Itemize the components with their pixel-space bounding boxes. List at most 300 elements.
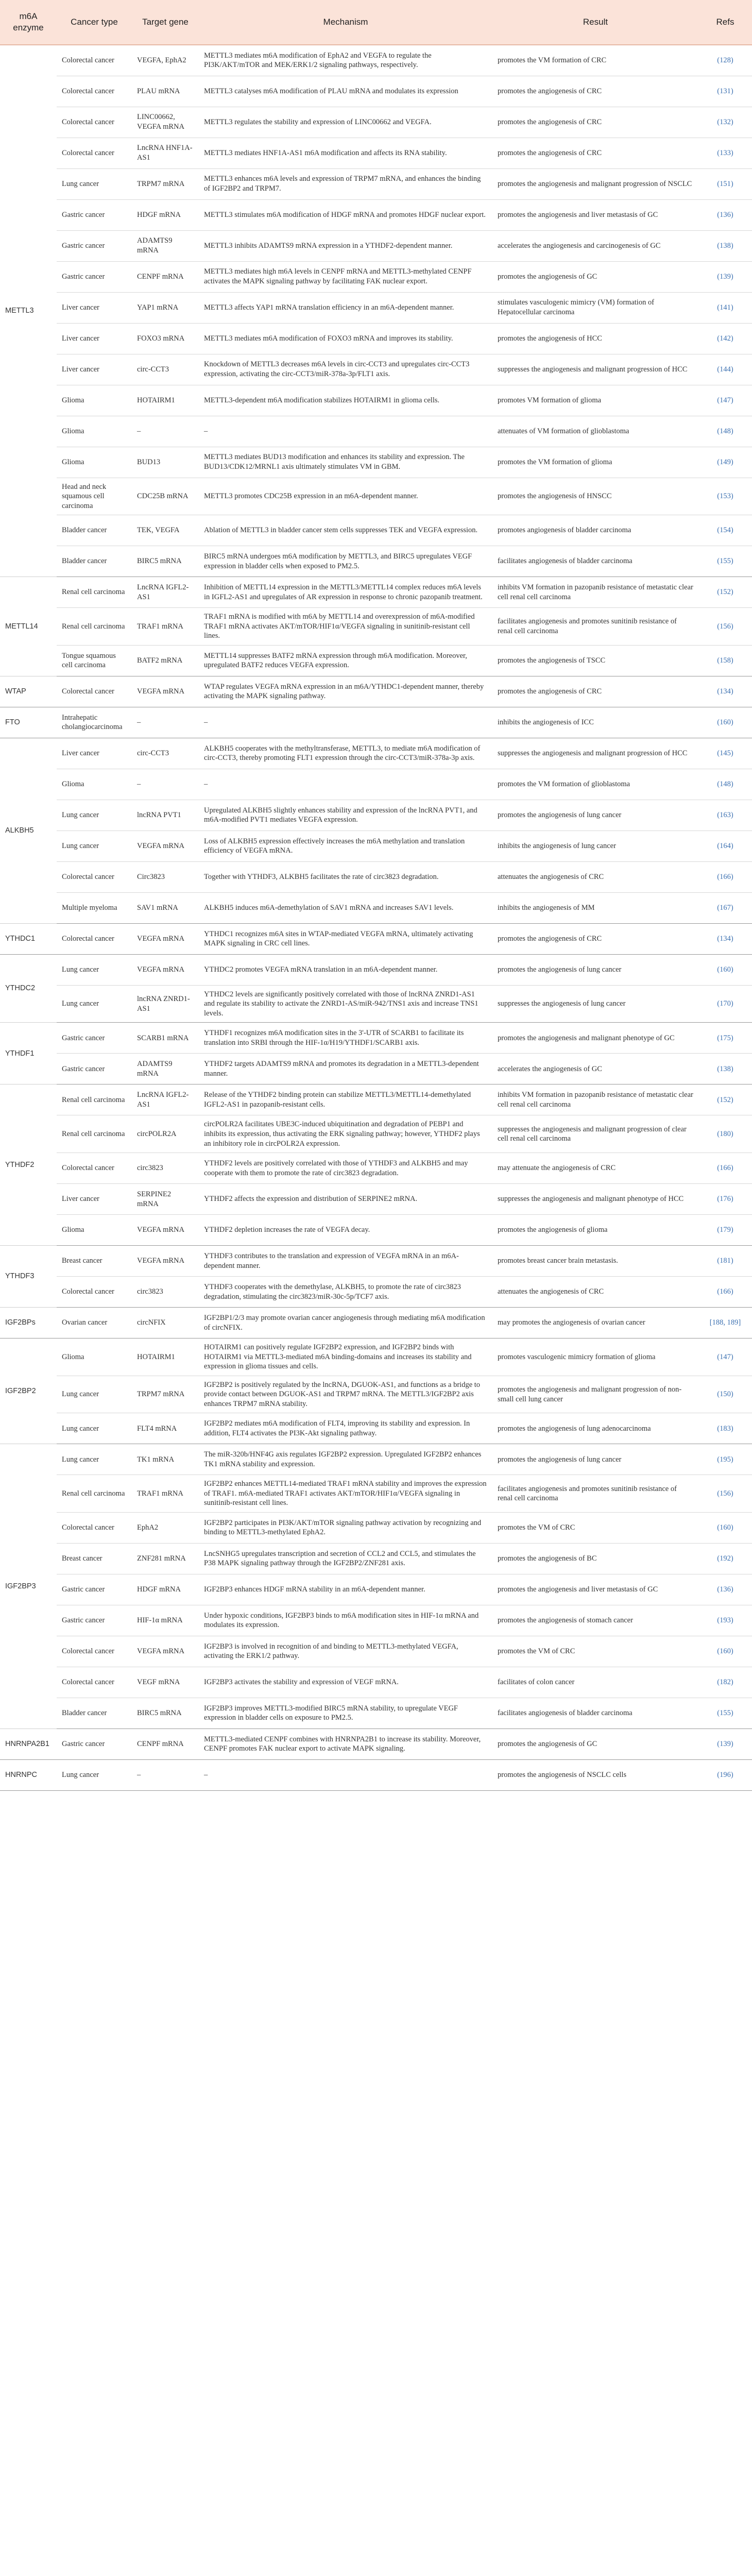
ref-link[interactable]: (147) [717, 1352, 733, 1361]
table-header [0, 0, 752, 45]
result-cell: promotes VM formation of glioma [492, 385, 698, 416]
result-cell: promotes the angiogenesis of lung cancer [492, 800, 698, 831]
table-row [0, 1444, 752, 1475]
result-cell: promotes the VM formation of glioblastoma [492, 769, 698, 800]
ref-link[interactable]: (145) [717, 749, 733, 757]
mechanism-cell: IGF2BP3 enhances HDGF mRNA stability in an m6A-dependent manner. [199, 1574, 492, 1605]
target-gene-cell: VEGF mRNA [132, 1667, 199, 1698]
ref-cell [698, 892, 752, 923]
cancer-type-cell: Gastric cancer [57, 1574, 132, 1605]
cancer-type-cell: Head and neck squamous cell carcinoma [57, 478, 132, 515]
mechanism-cell: METTL3 mediates high m6A levels in CENPF mRNA and METTL3-methylated CENPF activates the MAPK signaling pathway by facilitating FAK nuclear export. [199, 261, 492, 292]
ref-cell [698, 831, 752, 861]
mechanism-cell: circPOLR2A facilitates UBE3C-induced ubiquitination and degradation of PEBP1 and inhibits its expression, thus activating the ERK signaling pathway; however, YTHDF2 plays an inhibitory role in circPOLR2A expression. [199, 1115, 492, 1153]
ref-link[interactable]: (180) [717, 1129, 733, 1138]
cancer-type-cell: Lung cancer [57, 1376, 132, 1413]
ref-link[interactable]: (150) [717, 1390, 733, 1399]
ref-link[interactable]: (155) [717, 557, 733, 566]
cancer-type-cell: Glioma [57, 447, 132, 478]
ref-cell [698, 1338, 752, 1376]
result-cell: stimulates vasculogenic mimicry (VM) formation of Hepatocellular carcinoma [492, 292, 698, 323]
mechanism-cell: LncSNHG5 upregulates transcription and secretion of CCL2 and CCL5, and stimulates the P38 MAPK signaling pathway through the IGF2BP2/ZNF281 axis. [199, 1543, 492, 1574]
target-gene-cell: ADAMTS9 mRNA [132, 1054, 199, 1084]
header-refs: Refs [698, 0, 752, 45]
result-cell: promotes the angiogenesis and liver metastasis of GC [492, 1574, 698, 1605]
cancer-type-cell: Lung cancer [57, 954, 132, 985]
table-row [0, 1246, 752, 1277]
ref-link[interactable]: (138) [717, 1064, 733, 1073]
ref-cell [698, 45, 752, 76]
ref-link[interactable]: (136) [717, 210, 733, 219]
target-gene-cell: CENPF mRNA [132, 261, 199, 292]
target-gene-cell: VEGFA mRNA [132, 954, 199, 985]
header-mechanism: Mechanism [199, 0, 492, 45]
result-cell: promotes the angiogenesis and malignant phenotype of GC [492, 1023, 698, 1054]
cancer-type-cell: Multiple myeloma [57, 892, 132, 923]
ref-link[interactable]: (131) [717, 87, 733, 95]
cancer-type-cell: Gastric cancer [57, 199, 132, 230]
enzyme-cell: YTHDC1 [0, 923, 57, 954]
ref-link[interactable]: (152) [717, 588, 733, 597]
table-row [0, 1215, 752, 1246]
ref-cell [698, 1376, 752, 1413]
mechanism-cell: YTHDF2 affects the expression and distribution of SERPINE2 mRNA. [199, 1184, 492, 1215]
result-cell: promotes the angiogenesis of GC [492, 1728, 698, 1759]
result-cell: promotes angiogenesis of bladder carcinoma [492, 515, 698, 546]
table-row [0, 800, 752, 831]
table-row [0, 107, 752, 138]
table-row [0, 985, 752, 1023]
cancer-type-cell: Colorectal cancer [57, 1667, 132, 1698]
ref-link[interactable]: (166) [717, 1164, 733, 1173]
table-row [0, 1636, 752, 1667]
ref-link[interactable]: (128) [717, 56, 733, 64]
cancer-type-cell: Renal cell carcinoma [57, 1084, 132, 1115]
target-gene-cell: circ-CCT3 [132, 738, 199, 769]
target-gene-cell: BUD13 [132, 447, 199, 478]
ref-cell [698, 1023, 752, 1054]
table-row [0, 1153, 752, 1184]
result-cell: inhibits VM formation in pazopanib resistance of metastatic clear cell renal cell carcinoma [492, 577, 698, 608]
ref-link[interactable]: (139) [717, 1740, 733, 1749]
result-cell: promotes the angiogenesis of NSCLC cells [492, 1759, 698, 1790]
ref-cell [698, 138, 752, 168]
enzyme-cell: YTHDF3 [0, 1246, 57, 1308]
ref-cell [698, 1475, 752, 1513]
ref-link[interactable]: (147) [717, 396, 733, 404]
table-row [0, 230, 752, 261]
ref-link[interactable]: (193) [717, 1616, 733, 1625]
cancer-type-cell: Lung cancer [57, 985, 132, 1023]
ref-link[interactable]: (196) [717, 1771, 733, 1780]
mechanism-cell: BIRC5 mRNA undergoes m6A modification by METTL3, and BIRC5 upregulates VEGF expression in bladder cells when exposed to PM2.5. [199, 546, 492, 577]
result-cell: attenuates of VM formation of glioblastoma [492, 416, 698, 447]
ref-link[interactable]: (141) [717, 303, 733, 312]
result-cell: promotes the angiogenesis and liver metastasis of GC [492, 199, 698, 230]
ref-link[interactable]: (144) [717, 365, 733, 374]
result-cell: promotes the angiogenesis of CRC [492, 923, 698, 954]
result-cell: promotes the angiogenesis of glioma [492, 1215, 698, 1246]
target-gene-cell: TRAF1 mRNA [132, 608, 199, 646]
mechanism-cell: IGF2BP2 enhances METTL14-mediated TRAF1 mRNA stability and improves the expression of TRAF1. m6A-mediated TRAF1 activates AKT/mTOR/HIF1α/VEGFA signaling in sunitinib-resistant cell lines. [199, 1475, 492, 1513]
enzyme-cell: YTHDF1 [0, 1023, 57, 1084]
mechanism-cell: METTL3 inhibits ADAMTS9 mRNA expression in a YTHDF2-dependent manner. [199, 230, 492, 261]
result-cell: accelerates the angiogenesis of GC [492, 1054, 698, 1084]
ref-link[interactable]: (134) [717, 935, 733, 943]
mechanism-cell: – [199, 707, 492, 738]
table-row [0, 385, 752, 416]
ref-link[interactable]: (166) [717, 873, 733, 881]
target-gene-cell: VEGFA mRNA [132, 1215, 199, 1246]
ref-link[interactable]: (160) [717, 1523, 733, 1532]
table-row [0, 1698, 752, 1728]
mechanism-cell: Ablation of METTL3 in bladder cancer stem cells suppresses TEK and VEGFA expression. [199, 515, 492, 546]
cancer-type-cell: Gastric cancer [57, 1728, 132, 1759]
mechanism-cell: Upregulated ALKBH5 slightly enhances stability and expression of the lncRNA PVT1, and m6A-modified PVT1 mediates VEGFA expression. [199, 800, 492, 831]
enzyme-cell: FTO [0, 707, 57, 738]
mechanism-cell: IGF2BP2 mediates m6A modification of FLT4, improving its stability and expression. In addition, FLT4 activates the PI3K-Akt signaling pathway. [199, 1413, 492, 1444]
enzyme-cell: YTHDC2 [0, 954, 57, 1023]
target-gene-cell: CDC25B mRNA [132, 478, 199, 515]
result-cell: promotes the VM formation of CRC [492, 45, 698, 76]
ref-cell [698, 769, 752, 800]
ref-link[interactable]: (181) [717, 1257, 733, 1265]
mechanism-cell: METTL3 mediates m6A modification of EphA2 and VEGFA to regulate the PI3K/AKT/mTOR and MEK/ERK1/2 signaling pathways, respectively. [199, 45, 492, 76]
ref-cell [698, 985, 752, 1023]
ref-link[interactable]: (154) [717, 526, 733, 535]
cancer-type-cell: Colorectal cancer [57, 1277, 132, 1308]
ref-link[interactable]: (182) [717, 1678, 733, 1687]
ref-cell [698, 1444, 752, 1475]
result-cell: promotes the VM formation of glioma [492, 447, 698, 478]
ref-cell [698, 954, 752, 985]
header-enzyme: m6A enzyme [0, 0, 57, 45]
cancer-type-cell: Gastric cancer [57, 1605, 132, 1636]
cancer-type-cell: Lung cancer [57, 831, 132, 861]
table-row [0, 478, 752, 515]
cancer-type-cell: Lung cancer [57, 800, 132, 831]
table-row [0, 1338, 752, 1376]
cancer-type-cell: Liver cancer [57, 1184, 132, 1215]
ref-link[interactable]: (155) [717, 1709, 733, 1718]
mechanism-cell: METTL3 affects YAP1 mRNA translation efficiency in an m6A-dependent manner. [199, 292, 492, 323]
target-gene-cell: BATF2 mRNA [132, 645, 199, 676]
result-cell: promotes the VM of CRC [492, 1636, 698, 1667]
ref-cell [698, 608, 752, 646]
table-row [0, 1084, 752, 1115]
target-gene-cell: – [132, 707, 199, 738]
mechanism-cell: YTHDF2 targets ADAMTS9 mRNA and promotes its degradation in a METTL3-dependent manner. [199, 1054, 492, 1084]
target-gene-cell: LncRNA IGFL2-AS1 [132, 1084, 199, 1115]
ref-cell [698, 1413, 752, 1444]
table-row [0, 447, 752, 478]
mechanism-cell: YTHDF1 recognizes m6A modification sites in the 3'-UTR of SCARB1 to facilitate its translation into SRBI through the HIF-1α/H19/YTHDF1/SCARB1 axis. [199, 1023, 492, 1054]
mechanism-cell: YTHDF2 levels are positively correlated with those of YTHDF3 and ALKBH5 and may cooperate with them to promote the rate of circ3823 degradation. [199, 1153, 492, 1184]
ref-cell [698, 861, 752, 892]
mechanism-cell: METTL3-mediated CENPF combines with HNRNPA2B1 to increase its stability. Moreover, CENPF promotes FAK nuclear export to activate MAPK signaling. [199, 1728, 492, 1759]
ref-link[interactable]: (192) [717, 1554, 733, 1563]
result-cell: suppresses the angiogenesis and malignant progression of HCC [492, 354, 698, 385]
mechanism-cell: Knockdown of METTL3 decreases m6A levels in circ-CCT3 and upregulates circ-CCT3 expression, activating the circ-CCT3/miR-378a-3p/FLT1 axis. [199, 354, 492, 385]
ref-link[interactable]: (134) [717, 687, 733, 696]
ref-cell [698, 1698, 752, 1728]
ref-cell [698, 676, 752, 707]
ref-cell [698, 515, 752, 546]
result-cell: promotes the angiogenesis and malignant progression of NSCLC [492, 168, 698, 199]
cancer-type-cell: Lung cancer [57, 1444, 132, 1475]
ref-link[interactable]: (139) [717, 272, 733, 281]
cancer-type-cell: Renal cell carcinoma [57, 1475, 132, 1513]
mechanism-cell: YTHDC2 levels are significantly positively correlated with those of lncRNA ZNRD1-AS1 and regulate its stability to activate the ZNRD1-AS/miR-942/TNS1 axis and increase TNS1 levels. [199, 985, 492, 1023]
cancer-type-cell: Glioma [57, 1338, 132, 1376]
ref-cell [698, 292, 752, 323]
ref-cell [698, 1574, 752, 1605]
ref-link[interactable]: (138) [717, 241, 733, 250]
ref-link[interactable]: (132) [717, 117, 733, 126]
result-cell: promotes the angiogenesis of HNSCC [492, 478, 698, 515]
result-cell: facilitates angiogenesis of bladder carcinoma [492, 546, 698, 577]
result-cell: promotes the angiogenesis of BC [492, 1543, 698, 1574]
cancer-type-cell: Colorectal cancer [57, 107, 132, 138]
ref-link[interactable]: (133) [717, 148, 733, 157]
ref-cell [698, 923, 752, 954]
ref-cell [698, 1215, 752, 1246]
mechanism-cell: Loss of ALKBH5 expression effectively increases the m6A methylation and translation efficiency of VEGFA mRNA. [199, 831, 492, 861]
mechanism-cell: IGF2BP1/2/3 may promote ovarian cancer angiogenesis through mediating m6A modification of circNFIX. [199, 1308, 492, 1338]
target-gene-cell: circPOLR2A [132, 1115, 199, 1153]
table-row [0, 1308, 752, 1338]
ref-link[interactable]: (156) [717, 1489, 733, 1498]
table-body [0, 45, 752, 1790]
header-result: Result [492, 0, 698, 45]
table-row [0, 608, 752, 646]
cancer-type-cell: Colorectal cancer [57, 138, 132, 168]
ref-link[interactable]: (148) [717, 780, 733, 788]
target-gene-cell: EphA2 [132, 1512, 199, 1543]
target-gene-cell: HOTAIRM1 [132, 385, 199, 416]
mechanism-cell: YTHDC2 promotes VEGFA mRNA translation in an m6A-dependent manner. [199, 954, 492, 985]
ref-link[interactable]: (183) [717, 1424, 733, 1433]
result-cell: facilitates angiogenesis and promotes sunitinib resistance of renal cell carcinoma [492, 608, 698, 646]
result-cell: promotes the angiogenesis of stomach cancer [492, 1605, 698, 1636]
ref-link[interactable]: (153) [717, 492, 733, 501]
result-cell: promotes the angiogenesis of lung cancer [492, 1444, 698, 1475]
cancer-type-cell: Liver cancer [57, 354, 132, 385]
ref-link[interactable]: (160) [717, 965, 733, 974]
cancer-type-cell: Liver cancer [57, 738, 132, 769]
ref-cell [698, 1277, 752, 1308]
ref-cell [698, 416, 752, 447]
ref-link[interactable]: (195) [717, 1455, 733, 1464]
ref-link[interactable]: (163) [717, 811, 733, 819]
ref-cell [698, 577, 752, 608]
table-row [0, 738, 752, 769]
ref-cell [698, 1636, 752, 1667]
ref-link[interactable]: (167) [717, 904, 733, 912]
ref-cell [698, 800, 752, 831]
table-row [0, 1115, 752, 1153]
target-gene-cell: SCARB1 mRNA [132, 1023, 199, 1054]
mechanism-cell: METTL3 catalyses m6A modification of PLAU mRNA and modulates its expression [199, 76, 492, 107]
mechanism-cell: IGF2BP2 participates in PI3K/AKT/mTOR signaling pathway activation by recognizing and binding to METTL3-methylated EphA2. [199, 1512, 492, 1543]
ref-cell [698, 645, 752, 676]
target-gene-cell: YAP1 mRNA [132, 292, 199, 323]
result-cell: suppresses the angiogenesis and malignant phenotype of HCC [492, 1184, 698, 1215]
target-gene-cell: circ3823 [132, 1277, 199, 1308]
cancer-type-cell: Glioma [57, 769, 132, 800]
cancer-type-cell: Glioma [57, 416, 132, 447]
table-row [0, 1728, 752, 1759]
table-row [0, 1413, 752, 1444]
result-cell: suppresses the angiogenesis of lung cancer [492, 985, 698, 1023]
cancer-type-cell: Gastric cancer [57, 261, 132, 292]
result-cell: promotes the angiogenesis of CRC [492, 138, 698, 168]
table-row [0, 954, 752, 985]
ref-link[interactable]: (175) [717, 1033, 733, 1042]
header-target-gene: Target gene [132, 0, 199, 45]
cancer-type-cell: Bladder cancer [57, 546, 132, 577]
enzyme-cell: HNRNPC [0, 1759, 57, 1790]
mechanism-cell: ALKBH5 induces m6A-demethylation of SAV1 mRNA and increases SAV1 levels. [199, 892, 492, 923]
cancer-type-cell: Gastric cancer [57, 1054, 132, 1084]
mechanism-cell: ALKBH5 cooperates with the methyltransferase, METTL3, to mediate m6A modification of circ-CCT3, thereby promoting FLT1 expression through the circ-CCT3/miR-378a-3p axis. [199, 738, 492, 769]
table-row [0, 138, 752, 168]
result-cell: may attenuate the angiogenesis of CRC [492, 1153, 698, 1184]
target-gene-cell: VEGFA mRNA [132, 1246, 199, 1277]
mechanism-cell: The miR-320b/HNF4G axis regulates IGF2BP2 expression. Upregulated IGF2BP2 enhances TK1 mRNA stability and expression. [199, 1444, 492, 1475]
cancer-type-cell: Lung cancer [57, 168, 132, 199]
target-gene-cell: HOTAIRM1 [132, 1338, 199, 1376]
result-cell: inhibits the angiogenesis of ICC [492, 707, 698, 738]
ref-link[interactable]: (142) [717, 334, 733, 343]
cancer-type-cell: Gastric cancer [57, 230, 132, 261]
mechanism-cell: YTHDF2 depletion increases the rate of VEGFA decay. [199, 1215, 492, 1246]
mechanism-cell: Together with YTHDF3, ALKBH5 facilitates the rate of circ3823 degradation. [199, 861, 492, 892]
ref-cell [698, 1115, 752, 1153]
table-row [0, 76, 752, 107]
target-gene-cell: HDGF mRNA [132, 1574, 199, 1605]
result-cell: promotes vasculogenic mimicry formation of glioma [492, 1338, 698, 1376]
mechanism-cell: METTL3 mediates HNF1A-AS1 m6A modification and affects its RNA stability. [199, 138, 492, 168]
ref-link[interactable]: (170) [717, 999, 733, 1008]
target-gene-cell: circ3823 [132, 1153, 199, 1184]
cancer-type-cell: Bladder cancer [57, 515, 132, 546]
cancer-type-cell: Colorectal cancer [57, 923, 132, 954]
result-cell: suppresses the angiogenesis and malignant progression of clear cell renal cell carcinoma [492, 1115, 698, 1153]
ref-link[interactable]: [188, 189] [709, 1318, 741, 1327]
ref-cell [698, 107, 752, 138]
target-gene-cell: TRAF1 mRNA [132, 1475, 199, 1513]
ref-cell [698, 323, 752, 354]
ref-link[interactable]: (136) [717, 1585, 733, 1594]
target-gene-cell: FOXO3 mRNA [132, 323, 199, 354]
cancer-type-cell: Renal cell carcinoma [57, 1115, 132, 1153]
cancer-type-cell: Bladder cancer [57, 1698, 132, 1728]
result-cell: promotes the VM of CRC [492, 1512, 698, 1543]
ref-cell [698, 447, 752, 478]
mechanism-cell: – [199, 1759, 492, 1790]
mechanism-cell: IGF2BP3 is involved in recognition of and binding to METTL3-methylated VEGFA, activating the ERK1/2 pathway. [199, 1636, 492, 1667]
cancer-type-cell: Colorectal cancer [57, 1636, 132, 1667]
ref-link[interactable]: (164) [717, 842, 733, 850]
result-cell: promotes the angiogenesis and malignant progression of non-small cell lung cancer [492, 1376, 698, 1413]
ref-cell [698, 76, 752, 107]
table-row [0, 577, 752, 608]
mechanism-cell: TRAF1 mRNA is modified with m6A by METTL14 and overexpression of m6A-modified TRAF1 mRNA activates AKT/mTOR/HIF1α/VEGFA signaling in sunitinib-resistant cell lines. [199, 608, 492, 646]
table-row [0, 923, 752, 954]
ref-link[interactable]: (148) [717, 427, 733, 435]
ref-link[interactable]: (149) [717, 457, 733, 466]
table-row [0, 1376, 752, 1413]
table-row [0, 45, 752, 76]
ref-link[interactable]: (158) [717, 656, 733, 665]
cancer-type-cell: Liver cancer [57, 323, 132, 354]
table-row [0, 1512, 752, 1543]
cancer-type-cell: Breast cancer [57, 1246, 132, 1277]
mechanism-cell: YTHDF3 contributes to the translation and expression of VEGFA mRNA in an m6A-dependent manner. [199, 1246, 492, 1277]
target-gene-cell: FLT4 mRNA [132, 1413, 199, 1444]
mechanism-cell: METTL3 stimulates m6A modification of HDGF mRNA and promotes HDGF nuclear export. [199, 199, 492, 230]
ref-cell [698, 738, 752, 769]
result-cell: promotes the angiogenesis of CRC [492, 107, 698, 138]
mechanism-cell: HOTAIRM1 can positively regulate IGF2BP2 expression, and IGF2BP2 binds with HOTAIRM1 via METTL3-mediated m6A binding-domains and increases its stability and expression in glioma tissues and cells. [199, 1338, 492, 1376]
ref-cell [698, 1184, 752, 1215]
ref-link[interactable]: (166) [717, 1287, 733, 1296]
target-gene-cell: – [132, 416, 199, 447]
enzyme-cell: HNRNPA2B1 [0, 1728, 57, 1759]
ref-link[interactable]: (176) [717, 1195, 733, 1204]
ref-cell [698, 1667, 752, 1698]
ref-cell [698, 1153, 752, 1184]
result-cell: promotes the angiogenesis of CRC [492, 76, 698, 107]
ref-cell [698, 261, 752, 292]
ref-link[interactable]: (156) [717, 622, 733, 631]
ref-link[interactable]: (151) [717, 179, 733, 188]
result-cell: promotes the angiogenesis of TSCC [492, 645, 698, 676]
ref-link[interactable]: (179) [717, 1226, 733, 1234]
target-gene-cell: HDGF mRNA [132, 199, 199, 230]
ref-link[interactable]: (152) [717, 1095, 733, 1104]
ref-cell [698, 168, 752, 199]
cancer-type-cell: Glioma [57, 1215, 132, 1246]
target-gene-cell: TEK, VEGFA [132, 515, 199, 546]
result-cell: attenuates the angiogenesis of CRC [492, 1277, 698, 1308]
result-cell: facilitates of colon cancer [492, 1667, 698, 1698]
cancer-type-cell: Ovarian cancer [57, 1308, 132, 1338]
table-row [0, 676, 752, 707]
ref-link[interactable]: (160) [717, 1647, 733, 1656]
ref-cell [698, 1246, 752, 1277]
ref-cell [698, 385, 752, 416]
ref-cell [698, 1308, 752, 1338]
table-row [0, 1543, 752, 1574]
table-row [0, 1574, 752, 1605]
target-gene-cell: VEGFA mRNA [132, 676, 199, 707]
cancer-type-cell: Colorectal cancer [57, 861, 132, 892]
ref-link[interactable]: (160) [717, 718, 733, 726]
target-gene-cell: VEGFA mRNA [132, 923, 199, 954]
target-gene-cell: HIF-1α mRNA [132, 1605, 199, 1636]
cancer-type-cell: Renal cell carcinoma [57, 577, 132, 608]
enzyme-cell: WTAP [0, 676, 57, 707]
target-gene-cell: VEGFA, EphA2 [132, 45, 199, 76]
result-cell: promotes the angiogenesis of CRC [492, 676, 698, 707]
mechanism-cell: METTL3 promotes CDC25B expression in an m6A-dependent manner. [199, 478, 492, 515]
cancer-type-cell: Colorectal cancer [57, 676, 132, 707]
enzyme-cell: ALKBH5 [0, 738, 57, 923]
table-row [0, 1277, 752, 1308]
result-cell: facilitates angiogenesis of bladder carcinoma [492, 1698, 698, 1728]
